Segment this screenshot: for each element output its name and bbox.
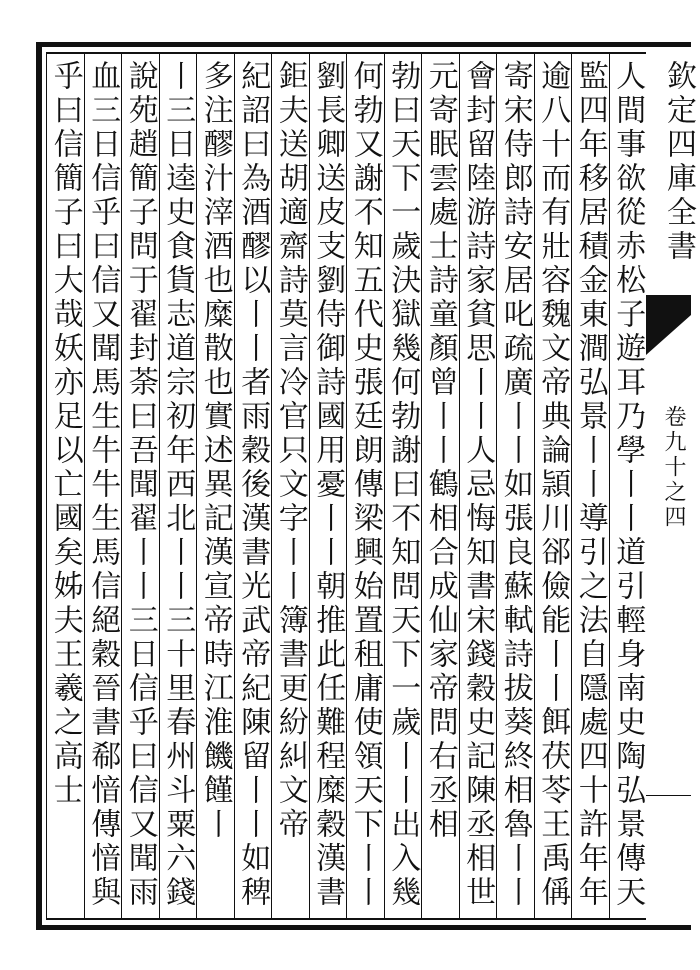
text-column: 血三日信乎曰信又聞馬生牛牛生馬信絕穀晉書郗愔傳愔與 <box>85 60 121 910</box>
text-column: 劉長卿送皮支劉侍御詩國用憂丨丨朝推此任難程糜穀漢書 <box>310 60 346 910</box>
text-column: 元寄眠雲處士詩童顏曾丨丨鶴相合成仙家帝問右丞相 <box>422 60 458 842</box>
text-column: 監四年移居積金東澗弘景丨丨導引之法自隱處四十許年年 <box>572 60 608 910</box>
text-column: 勃曰天下一歲決獄幾何勃謝曰不知問天下一歲丨丨出入幾 <box>385 60 421 910</box>
text-column: 鉅夫送胡適齋詩莫言冷官只文字丨丨簿書更紛糾文帝 <box>272 60 308 842</box>
fish-tail-icon <box>646 295 691 355</box>
bottom-border <box>36 925 691 930</box>
margin-header: 欽定四庫全書 <box>661 60 696 264</box>
margin-volume: 卷九十之四 <box>661 405 686 530</box>
top-border <box>36 42 691 47</box>
text-column: 寄宋侍郎詩安居叱疏廣丨丨如張良蘇軾詩拔葵終相魯丨丨 <box>497 60 533 910</box>
left-border <box>36 42 42 930</box>
text-column: 多注醪汁滓酒也糜散也實述異記漢宣帝時江淮饑饉丨 <box>197 60 233 842</box>
text-column: 人間事欲從赤松子遊耳乃學丨丨道引輕身南史陶弘景傳天 <box>610 60 646 910</box>
margin-rule <box>646 795 691 796</box>
text-column: 逾八十而有壯容魏文帝典論頴川郤儉能丨丨餌茯苓王禹偁 <box>535 60 571 910</box>
page-margin <box>646 60 696 920</box>
text-column: 會封留陸游詩家貧思丨丨人忌悔知書宋錢穀史記陳丞相世 <box>460 60 496 910</box>
text-column: 紀詔曰為酒醪以丨丨者雨穀後漢書光武帝紀陳留丨丨如稗 <box>235 60 271 910</box>
text-column: 丨三日逵史食貨志道宗初年西北丨丨三十里春州斗粟六錢 <box>160 60 196 910</box>
text-column: 何勃又謝不知五代史張廷朗傳梁興始置租庸使領天下丨丨 <box>347 60 383 910</box>
text-column: 說苑趙簡子問于翟封荼曰吾聞翟丨丨三日信乎曰信又聞雨 <box>122 60 158 910</box>
text-column: 乎曰信簡子曰大哉妖亦足以亡國矣姊夫王羲之高士 <box>47 60 83 808</box>
